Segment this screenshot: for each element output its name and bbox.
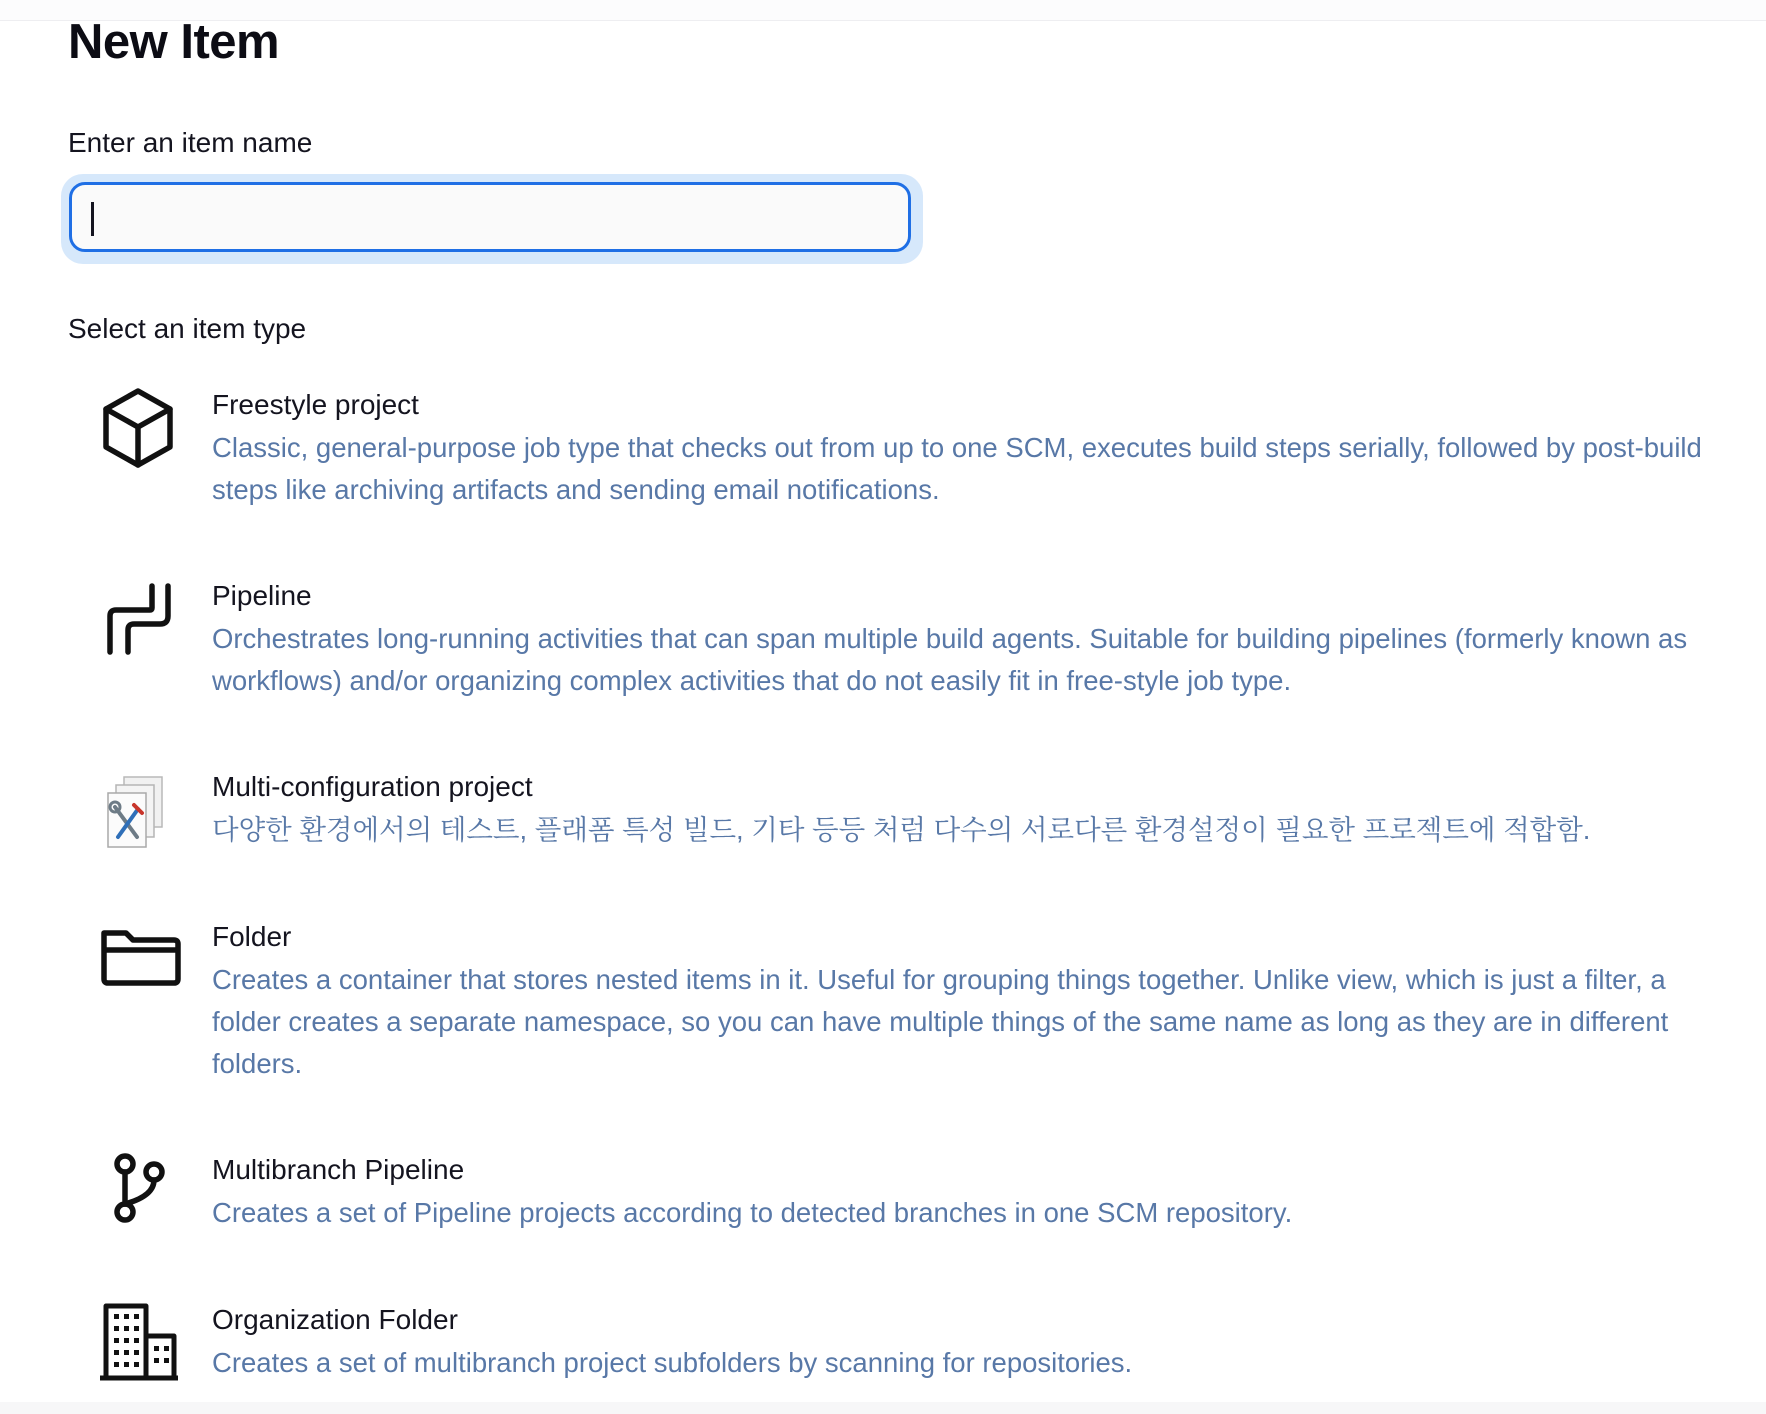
building-icon [90,1300,190,1400]
item-name-focus-ring [61,174,923,264]
cube-icon [90,385,190,485]
branch-icon [90,1150,190,1250]
item-type-name: Organization Folder [212,1304,458,1335]
item-type-name: Freestyle project [212,389,419,420]
item-name-input[interactable] [69,182,911,252]
item-type-description: Orchestrates long-running activities that can span multiple build agents. Suitable for building pipelines (formerly known as workflows) and/or organizing complex activities that do not easily fit in free-style job type. [212,623,1688,696]
item-type-description: Creates a set of multibranch project subfolders by scanning for repositories. [212,1347,1133,1378]
item-name-label: Enter an item name [68,127,313,158]
item-type-description: Creates a container that stores nested items in it. Useful for grouping things together. Unlike view, which is just a filter, a folder creates a separate namespace, so you can have multiple things of the same name as long as they are in different folders. [212,964,1669,1079]
bottom-bar-edge [0,1402,1766,1414]
item-type-name: Pipeline [212,580,312,611]
pipeline-icon [90,576,190,676]
item-type-label: Select an item type [68,313,307,344]
item-type-name: Folder [212,921,292,952]
multi-config-icon [90,767,190,867]
item-type-description: 다양한 환경에서의 테스트, 플래폼 특성 빌드, 기타 등등 처럼 다수의 서로다른 환경설정이 필요한 프로젝트에 적합함. [212,814,1591,845]
item-type-description: Classic, general-purpose job type that checks out from up to one SCM, executes build steps serially, followed by post-build steps like archiving artifacts and sending email notifications. [212,432,1702,505]
page-title: New Item [68,15,280,69]
item-type-description: Creates a set of Pipeline projects according to detected branches in one SCM repository. [212,1197,1293,1228]
item-type-name: Multibranch Pipeline [212,1154,465,1185]
folder-icon [90,917,190,1017]
item-type-name: Multi-configuration project [212,771,533,802]
text-caret [91,202,94,236]
